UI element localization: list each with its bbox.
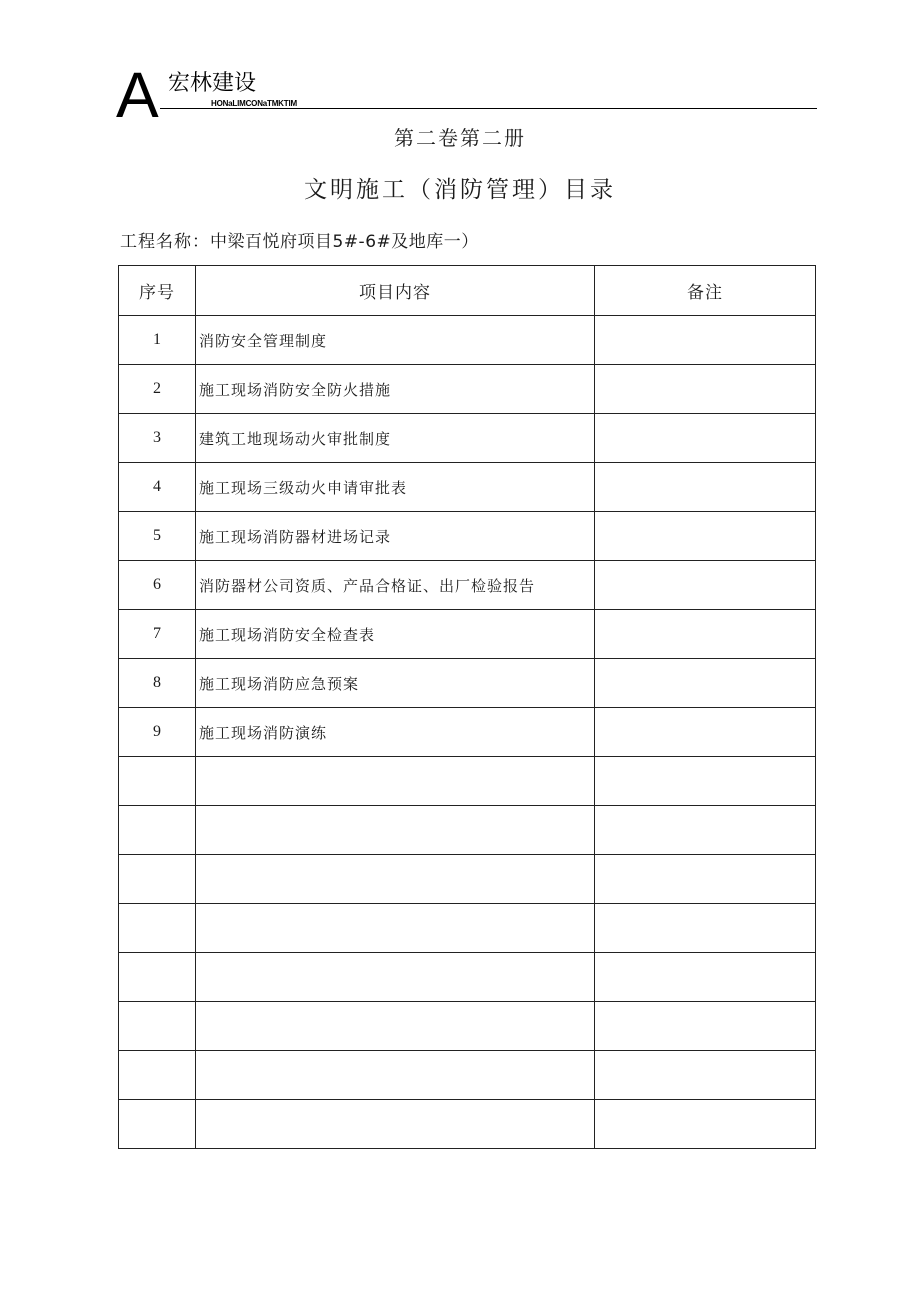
- row-number-cell: [119, 855, 196, 904]
- row-number-cell: [119, 1002, 196, 1051]
- row-note-cell: [595, 316, 816, 365]
- row-number-cell: 4: [119, 463, 196, 512]
- row-item-cell: [196, 1002, 595, 1051]
- row-item-cell: 消防安全管理制度: [196, 316, 595, 365]
- row-item-cell: 施工现场消防器材进场记录: [196, 512, 595, 561]
- row-number-cell: [119, 953, 196, 1002]
- table-row: [119, 904, 816, 953]
- row-note-cell: [595, 708, 816, 757]
- row-number-cell: 7: [119, 610, 196, 659]
- row-number-cell: [119, 904, 196, 953]
- row-item-cell: [196, 1051, 595, 1100]
- row-item-cell: [196, 855, 595, 904]
- row-number-cell: 9: [119, 708, 196, 757]
- company-name-en: HONaLIMCONaTMKTIM: [211, 99, 297, 108]
- row-item-cell: 施工现场三级动火申请审批表: [196, 463, 595, 512]
- table-row: [119, 855, 816, 904]
- row-note-cell: [595, 904, 816, 953]
- table-row: [119, 463, 816, 512]
- row-note-cell: [595, 561, 816, 610]
- table-row: [119, 610, 816, 659]
- row-item-cell: [196, 953, 595, 1002]
- row-item-cell: [196, 757, 595, 806]
- company-logo-mark: A: [116, 59, 159, 131]
- row-number-cell: 8: [119, 659, 196, 708]
- table-row: [119, 806, 816, 855]
- row-note-cell: [595, 1100, 816, 1149]
- document-title: 文明施工（消防管理）目录: [304, 177, 616, 203]
- table-row: [119, 1051, 816, 1100]
- table-row: [119, 659, 816, 708]
- header-divider: [160, 108, 817, 109]
- table-row: [119, 953, 816, 1002]
- project-name-line: [120, 229, 479, 255]
- row-note-cell: [595, 659, 816, 708]
- row-number-cell: 6: [119, 561, 196, 610]
- table-row: [119, 512, 816, 561]
- row-item-cell: 施工现场消防安全防火措施: [196, 365, 595, 414]
- row-number-cell: [119, 806, 196, 855]
- table-row: [119, 708, 816, 757]
- row-item-cell: [196, 904, 595, 953]
- row-number-cell: [119, 1100, 196, 1149]
- volume-title: 第二卷第二册: [394, 126, 526, 150]
- row-item-cell: [196, 1100, 595, 1149]
- company-name-cn: 宏林建设: [168, 71, 257, 96]
- row-number-cell: 3: [119, 414, 196, 463]
- row-note-cell: [595, 365, 816, 414]
- row-note-cell: [595, 1051, 816, 1100]
- row-note-cell: [595, 610, 816, 659]
- header-item: 项目内容: [196, 266, 595, 316]
- row-item-cell: 施工现场消防演练: [196, 708, 595, 757]
- row-item-cell: 施工现场消防应急预案: [196, 659, 595, 708]
- row-note-cell: [595, 463, 816, 512]
- project-name-label: 工程名称：: [120, 232, 210, 252]
- table-row: [119, 316, 816, 365]
- row-number-cell: [119, 757, 196, 806]
- table-row: [119, 1002, 816, 1051]
- row-note-cell: [595, 953, 816, 1002]
- table-row: [119, 1100, 816, 1149]
- row-item-cell: 消防器材公司资质、产品合格证、出厂检验报告: [196, 561, 595, 610]
- row-note-cell: [595, 855, 816, 904]
- row-note-cell: [595, 757, 816, 806]
- row-item-cell: 建筑工地现场动火审批制度: [196, 414, 595, 463]
- row-note-cell: [595, 414, 816, 463]
- row-number-cell: 5: [119, 512, 196, 561]
- contents-table: [118, 265, 816, 1149]
- row-note-cell: [595, 806, 816, 855]
- table-header-row: [119, 266, 816, 316]
- table-row: [119, 561, 816, 610]
- header-note: 备注: [595, 266, 816, 316]
- row-number-cell: 2: [119, 365, 196, 414]
- row-note-cell: [595, 1002, 816, 1051]
- table-row: [119, 757, 816, 806]
- row-note-cell: [595, 512, 816, 561]
- row-number-cell: 1: [119, 316, 196, 365]
- project-name-value: 中梁百悦府项目5#-6#及地库一）: [210, 232, 479, 252]
- header-no: 序号: [119, 266, 196, 316]
- table-row: [119, 365, 816, 414]
- row-number-cell: [119, 1051, 196, 1100]
- table-row: [119, 414, 816, 463]
- row-item-cell: 施工现场消防安全检查表: [196, 610, 595, 659]
- row-item-cell: [196, 806, 595, 855]
